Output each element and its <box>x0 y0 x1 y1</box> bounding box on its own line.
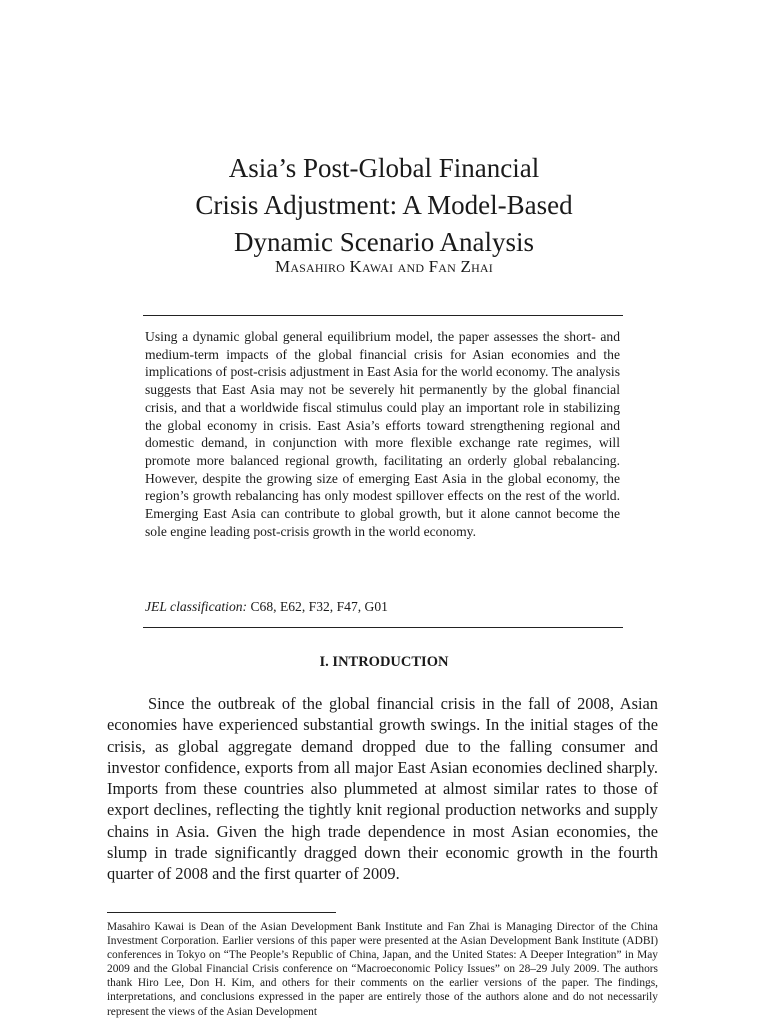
paper-title-line-3: Dynamic Scenario Analysis <box>234 227 534 257</box>
abstract-text: Using a dynamic global general equilibrium model, the paper assesses the short- and medium-term impacts of the global financial crisis for Asian economies and the implications of post-crisis adjustment in East Asia for the world economy. The analysis suggests that East Asia may not be severely hit permanently by the global financial crisis, and that a worldwide fiscal stimulus could play an important role in stabilizing the global economy in crisis. East Asia’s efforts toward strengthening regional and domestic demand, in conjunction with more flexible exchange rate regimes, will promote more balanced regional growth, facilitating an orderly global rebalancing. However, despite the growing size of emerging East Asia in the global economy, the region’s growth rebalancing has only modest spillover effects on the rest of the world. Emerging East Asia can contribute to global growth, but it alone cannot become the sole engine leading post-crisis growth in the world economy. <box>145 329 620 539</box>
footnote-rule <box>107 912 336 913</box>
section-heading: I. INTRODUCTION <box>319 654 449 670</box>
body-text <box>107 693 658 885</box>
jel-label: JEL classification: <box>145 599 248 614</box>
paper-title-line-2: Crisis Adjustment: A Model-Based <box>195 190 573 220</box>
paper-authors: Masahiro Kawai and Fan Zhai <box>275 257 493 276</box>
introduction-paragraph: Since the outbreak of the global financial crisis in the fall of 2008, Asian economies have experienced substantial growth swings. In the initial stages of the crisis, as global aggregate demand dropped due to the falling consumer and investor confidence, exports from all major East Asian economies declined sharply. Imports from these countries also plummeted at almost similar rates to those of export declines, reflecting the tightly knit regional production networks and supply chains in Asia. Given the high trade dependence in most Asian economies, the slump in trade significantly dragged down their economic growth in the fourth quarter of 2008 and the first quarter of 2009. <box>107 694 658 884</box>
footnote <box>107 920 658 1019</box>
paper-title <box>0 150 768 261</box>
jel-codes: C68, E62, F32, F47, G01 <box>250 599 388 614</box>
abstract-bottom-rule <box>143 627 623 628</box>
footnote-text: Masahiro Kawai is Dean of the Asian Development Bank Institute and Fan Zhai is Managing Director of the China Investment Corporation. Earlier versions of this paper were presented at the Asian Development Bank Institute (ADBI) conferences in Tokyo on “The People’s Republic of China, Japan, and the United States: A Deeper Integration” in May 2009 and the Global Financial Crisis conference on “Macroeconomic Policy Issues” on 28–29 July 2009. The authors thank Hiro Lee, Don H. Kim, and others for their comments on the earlier versions of the paper. The findings, interpretations, and conclusions expressed in the paper are entirely those of the authors alone and do not necessarily represent the views of the Asian Development <box>107 921 658 1018</box>
abstract-top-rule <box>143 315 623 316</box>
jel-classification <box>145 598 620 616</box>
abstract <box>145 328 620 540</box>
paper-title-line-1: Asia’s Post-Global Financial <box>228 153 540 183</box>
